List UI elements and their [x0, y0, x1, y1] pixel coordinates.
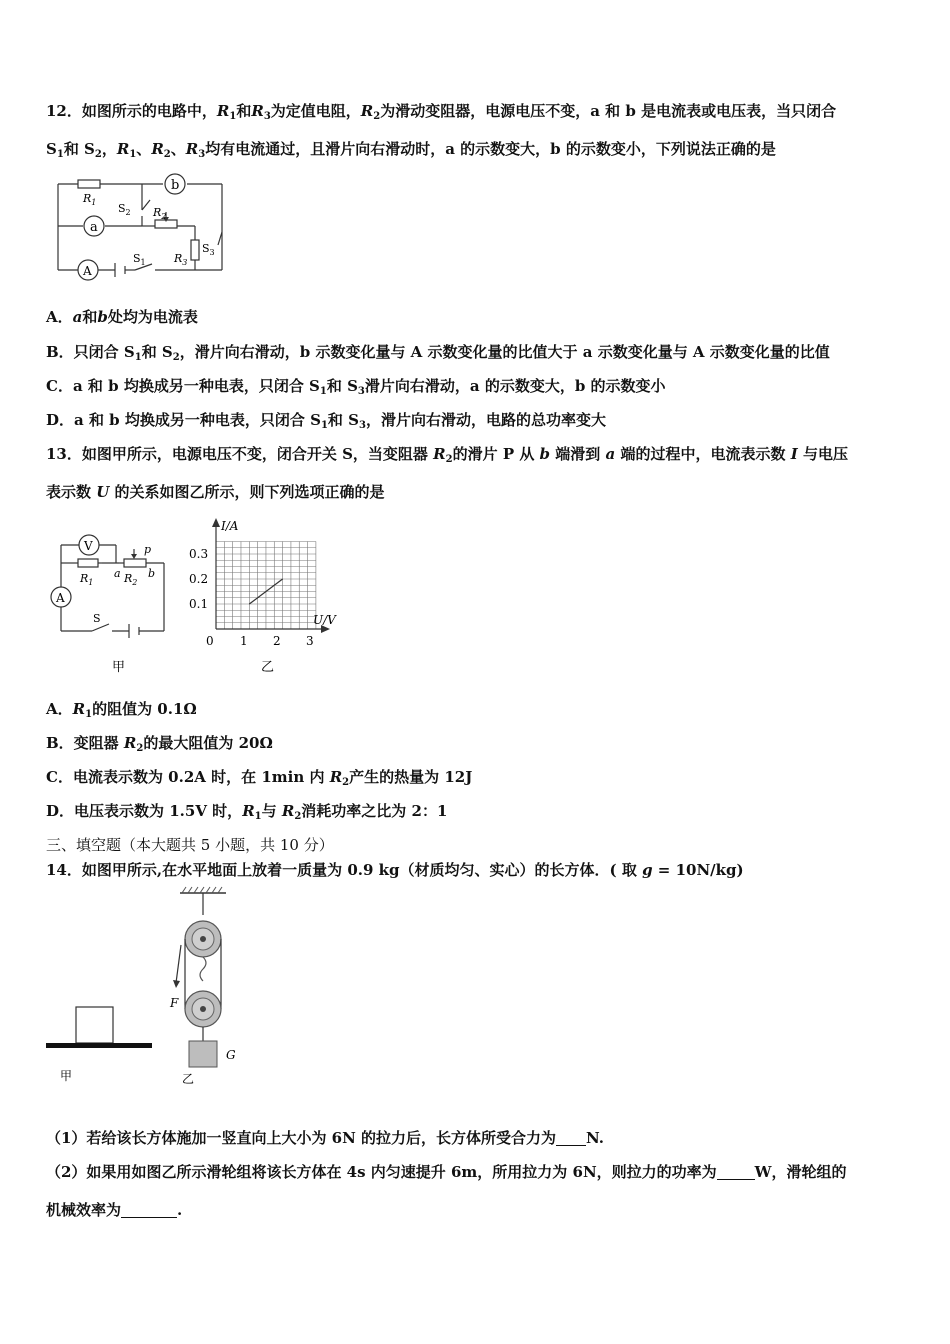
y-tick-label: 0.1 [189, 597, 209, 611]
end-a-label: a [114, 567, 121, 580]
graph-grid [216, 542, 316, 630]
ground [46, 1043, 152, 1048]
q12-option-d[interactable]: D．a 和 b 均换成另一种电表，只闭合 $S_1$和 $S_3$，滑片向右滑动，电路的总功率变大 [46, 411, 606, 431]
y-tick-label: 0.2 [189, 572, 209, 586]
switch-s-label: S [93, 612, 101, 625]
q13-stem-line2: 表示数 U 的关系如图乙所示，则下列选项正确的是 [46, 483, 385, 501]
pulley-system [173, 887, 226, 1067]
s3-label: $S_3$ [202, 242, 215, 257]
r3-label: $R_3$ [174, 252, 188, 267]
r1-label: $R_1$ [80, 572, 94, 587]
caption-yi: 乙 [182, 1072, 195, 1086]
answer-blank-2[interactable] [717, 1164, 755, 1180]
x-tick-label: 1 [240, 634, 248, 648]
voltmeter-label: V [84, 539, 93, 553]
end-b-label: b [148, 567, 156, 580]
q13-stem-line1: 13．如图甲所示，电源电压不变，闭合开关 S，当变阻器 $R_2$的滑片 P 从 b 端滑到 a 端的过程中，电流表示数 I 与电压 [46, 445, 848, 465]
q14-part2: （2）如果用如图乙所示滑轮组将该长方体在 4s 内匀速提升 6m，所用拉力为 6N，则拉力的功率为 W，滑轮组的 [46, 1163, 847, 1181]
s1-label: $S_1$ [133, 252, 146, 267]
weight-g-label: G [226, 1048, 236, 1062]
q12-circuit-diagram [50, 170, 235, 282]
meter-a-label: a [90, 220, 98, 235]
section-3-title: 三、填空题（本大题共 5 小题，共 10 分） [46, 836, 334, 854]
s2-label: $S_2$ [118, 202, 131, 217]
q13-iu-graph [185, 515, 345, 675]
r2-label: $R_2$ [153, 206, 167, 221]
r2-label: $R_2$ [124, 572, 138, 587]
slider-p-label: p [144, 543, 152, 556]
caption-jia: 甲 [112, 660, 126, 675]
q12-stem-line1: 12．如图所示的电路中，$R_1$和$R_3$为定值电阻，$R_2$为滑动变阻器，电源电压不变，a 和 b 是电流表或电压表，当只闭合 [46, 102, 837, 122]
q13-option-b[interactable]: B．变阻器 $R_2$的最大阻值为 20Ω [46, 734, 273, 754]
q14-part1: （1）若给该长方体施加一竖直向上大小为 6N 的拉力后，长方体所受合力为 N. [46, 1129, 605, 1147]
r1-label: $R_1$ [83, 192, 97, 207]
q14-figure [44, 885, 259, 1090]
x-tick-label: 2 [273, 634, 281, 648]
caption-yi: 乙 [261, 660, 275, 675]
q13-option-a[interactable]: A．$R_1$的阻值为 0.1Ω [46, 700, 197, 720]
q13-option-d[interactable]: D．电压表示数为 1.5V 时，$R_1$与 $R_2$消耗功率之比为 2：1 [46, 802, 448, 822]
x-tick-label: 3 [306, 634, 314, 648]
q12-option-c[interactable]: C．a 和 b 均换成另一种电表，只闭合 $S_1$和 $S_3$滑片向右滑动，a 的示数变大，b 的示数变小 [46, 377, 666, 397]
q12-stem-line2: $S_1$和 $S_2$，$R_1$、$R_2$、$R_3$均有电流通过，且滑片向右滑动时，a 的示数变大，b 的示数变小，下列说法正确的是 [46, 140, 776, 160]
y-axis-label: I/A [221, 519, 239, 533]
answer-blank-1[interactable] [556, 1130, 586, 1146]
caption-jia: 甲 [60, 1069, 73, 1083]
q12-option-a[interactable]: A．a和b处均为电流表 [46, 308, 198, 326]
y-tick-label: 0.3 [189, 547, 209, 561]
force-f-label: F [170, 996, 179, 1010]
q14-part3: 机械效率为 . [46, 1201, 183, 1219]
y-axis-arrow [212, 518, 220, 527]
q13-circuit-jia [44, 525, 174, 675]
ammeter-label: A [56, 591, 65, 605]
ammeter-label: A [83, 264, 92, 278]
answer-blank-3[interactable] [121, 1202, 177, 1218]
x-tick-label: 0 [206, 634, 214, 648]
x-axis-label: U/V [313, 613, 336, 627]
rectangular-block [76, 1007, 113, 1043]
q14-stem: 14．如图甲所示,在水平地面上放着一质量为 0.9 kg（材质均匀、实心）的长方体．( 取 g = 10N/kg) [46, 861, 744, 879]
q13-option-c[interactable]: C．电流表示数为 0.2A 时，在 1min 内 $R_2$产生的热量为 12J [46, 768, 473, 788]
q12-option-b[interactable]: B．只闭合 $S_1$和 $S_2$，滑片向右滑动，b 示数变化量与 A 示数变化量的比值大于 a 示数变化量与 A 示数变化量的比值 [46, 343, 830, 363]
meter-b-label: b [171, 178, 180, 193]
